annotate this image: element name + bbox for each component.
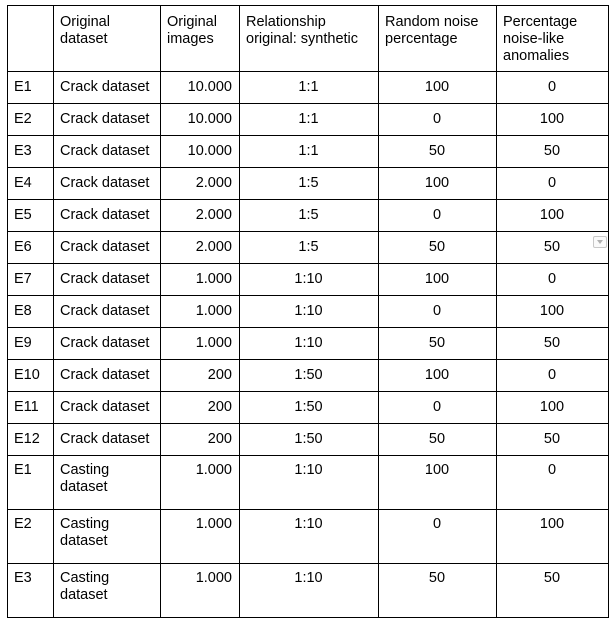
- cell-noise-like-anomalies[interactable]: 50: [497, 136, 609, 168]
- cell-noise-like-anomalies[interactable]: 100: [497, 296, 609, 328]
- table-row: [8, 456, 609, 510]
- cell-relationship[interactable]: 1:10: [240, 328, 379, 360]
- cell-experiment-id[interactable]: E3: [8, 564, 54, 618]
- header-relationship[interactable]: Relationship original: synthetic: [240, 6, 379, 72]
- cell-original-images[interactable]: 2.000: [161, 168, 240, 200]
- table-row: [8, 232, 609, 264]
- table-row: [8, 168, 609, 200]
- cell-original-images[interactable]: 200: [161, 424, 240, 456]
- cell-relationship[interactable]: 1:10: [240, 564, 379, 618]
- table-row: [8, 104, 609, 136]
- header-original-images[interactable]: Original images: [161, 6, 240, 72]
- cell-random-noise[interactable]: 0: [379, 296, 497, 328]
- cell-original-dataset[interactable]: Crack dataset: [54, 424, 161, 456]
- cell-experiment-id[interactable]: E2: [8, 510, 54, 564]
- cell-random-noise[interactable]: 50: [379, 232, 497, 264]
- cell-original-dataset[interactable]: Crack dataset: [54, 360, 161, 392]
- cell-experiment-id[interactable]: E4: [8, 168, 54, 200]
- cell-original-dataset[interactable]: Crack dataset: [54, 232, 161, 264]
- cell-experiment-id[interactable]: E6: [8, 232, 54, 264]
- cell-random-noise[interactable]: 50: [379, 564, 497, 618]
- cell-original-images[interactable]: 1.000: [161, 296, 240, 328]
- table-row: [8, 296, 609, 328]
- cell-noise-like-anomalies[interactable]: 100: [497, 104, 609, 136]
- cell-random-noise[interactable]: 100: [379, 264, 497, 296]
- cell-experiment-id[interactable]: E3: [8, 136, 54, 168]
- cell-noise-like-anomalies[interactable]: 100: [497, 200, 609, 232]
- cell-random-noise[interactable]: 50: [379, 424, 497, 456]
- cell-original-dataset[interactable]: Crack dataset: [54, 296, 161, 328]
- table-row: [8, 564, 609, 618]
- cell-original-images[interactable]: 10.000: [161, 136, 240, 168]
- cell-experiment-id[interactable]: E2: [8, 104, 54, 136]
- cell-noise-like-anomalies[interactable]: 0: [497, 360, 609, 392]
- cell-original-images[interactable]: 200: [161, 392, 240, 424]
- cell-noise-like-anomalies[interactable]: 50: [497, 424, 609, 456]
- cell-relationship[interactable]: 1:5: [240, 232, 379, 264]
- cell-experiment-id[interactable]: E9: [8, 328, 54, 360]
- header-noise-like-anomalies[interactable]: Percentage noise-like anomalies: [497, 6, 609, 72]
- cell-original-dataset[interactable]: Crack dataset: [54, 264, 161, 296]
- cell-original-dataset[interactable]: Casting dataset: [54, 456, 161, 510]
- cell-random-noise[interactable]: 50: [379, 136, 497, 168]
- table-row: [8, 72, 609, 104]
- cell-original-images[interactable]: 1.000: [161, 456, 240, 510]
- table-row: [8, 328, 609, 360]
- cell-random-noise[interactable]: 100: [379, 456, 497, 510]
- cell-original-images[interactable]: 1.000: [161, 510, 240, 564]
- cell-relationship[interactable]: 1:50: [240, 392, 379, 424]
- cell-noise-like-anomalies[interactable]: 50: [497, 564, 609, 618]
- cell-experiment-id[interactable]: E1: [8, 72, 54, 104]
- cell-original-images[interactable]: 1.000: [161, 328, 240, 360]
- cell-original-dataset[interactable]: Crack dataset: [54, 72, 161, 104]
- cell-relationship[interactable]: 1:1: [240, 104, 379, 136]
- cell-noise-like-anomalies[interactable]: 50: [497, 328, 609, 360]
- cell-experiment-id[interactable]: E5: [8, 200, 54, 232]
- cell-relationship[interactable]: 1:50: [240, 360, 379, 392]
- cell-relationship[interactable]: 1:10: [240, 264, 379, 296]
- header-experiment-id[interactable]: [8, 6, 54, 72]
- cell-relationship[interactable]: 1:10: [240, 296, 379, 328]
- cell-random-noise[interactable]: 100: [379, 360, 497, 392]
- cell-noise-like-anomalies[interactable]: 100: [497, 510, 609, 564]
- table-row: [8, 136, 609, 168]
- cell-relationship[interactable]: 1:5: [240, 168, 379, 200]
- cell-experiment-id[interactable]: E8: [8, 296, 54, 328]
- cell-random-noise[interactable]: 0: [379, 392, 497, 424]
- header-random-noise[interactable]: Random noise percentage: [379, 6, 497, 72]
- cell-original-images[interactable]: 2.000: [161, 200, 240, 232]
- header-original-dataset[interactable]: Original dataset: [54, 6, 161, 72]
- table-row: [8, 360, 609, 392]
- cell-relationship[interactable]: 1:10: [240, 510, 379, 564]
- cell-noise-like-anomalies[interactable]: 100: [497, 392, 609, 424]
- cell-relationship[interactable]: 1:50: [240, 424, 379, 456]
- cell-random-noise[interactable]: 0: [379, 104, 497, 136]
- cell-original-dataset[interactable]: Crack dataset: [54, 104, 161, 136]
- cell-noise-like-anomalies[interactable]: 50: [497, 232, 609, 264]
- cell-experiment-id[interactable]: E11: [8, 392, 54, 424]
- cell-experiment-id[interactable]: E12: [8, 424, 54, 456]
- cell-original-dataset[interactable]: Crack dataset: [54, 328, 161, 360]
- cell-experiment-id[interactable]: E7: [8, 264, 54, 296]
- cell-noise-like-anomalies[interactable]: 0: [497, 264, 609, 296]
- cell-original-images[interactable]: 1.000: [161, 564, 240, 618]
- table-row: [8, 510, 609, 564]
- cell-relationship[interactable]: 1:5: [240, 200, 379, 232]
- cell-original-dataset[interactable]: Casting dataset: [54, 564, 161, 618]
- cell-original-dataset[interactable]: Crack dataset: [54, 168, 161, 200]
- cell-experiment-id[interactable]: E1: [8, 456, 54, 510]
- experiments-table: [7, 5, 609, 618]
- cell-original-dataset[interactable]: Crack dataset: [54, 200, 161, 232]
- table-row: [8, 424, 609, 456]
- table-row: [8, 392, 609, 424]
- cell-random-noise[interactable]: 100: [379, 168, 497, 200]
- cell-experiment-id[interactable]: E10: [8, 360, 54, 392]
- cell-original-images[interactable]: 200: [161, 360, 240, 392]
- cell-noise-like-anomalies[interactable]: 0: [497, 456, 609, 510]
- cell-original-dataset[interactable]: Crack dataset: [54, 392, 161, 424]
- cell-original-dataset[interactable]: Casting dataset: [54, 510, 161, 564]
- header-row: [8, 6, 609, 72]
- cell-original-images[interactable]: 2.000: [161, 232, 240, 264]
- cell-random-noise[interactable]: 100: [379, 72, 497, 104]
- cell-random-noise[interactable]: 50: [379, 328, 497, 360]
- table-row: [8, 264, 609, 296]
- table-row: [8, 200, 609, 232]
- cell-original-dataset[interactable]: Crack dataset: [54, 136, 161, 168]
- cell-relationship[interactable]: 1:10: [240, 456, 379, 510]
- cell-noise-like-anomalies[interactable]: 0: [497, 72, 609, 104]
- cell-random-noise[interactable]: 0: [379, 200, 497, 232]
- cell-original-images[interactable]: 10.000: [161, 72, 240, 104]
- cell-original-images[interactable]: 1.000: [161, 264, 240, 296]
- cell-original-images[interactable]: 10.000: [161, 104, 240, 136]
- cell-relationship[interactable]: 1:1: [240, 136, 379, 168]
- cell-random-noise[interactable]: 0: [379, 510, 497, 564]
- dropdown-arrow-icon[interactable]: [593, 236, 607, 248]
- cell-relationship[interactable]: 1:1: [240, 72, 379, 104]
- cell-noise-like-anomalies[interactable]: 0: [497, 168, 609, 200]
